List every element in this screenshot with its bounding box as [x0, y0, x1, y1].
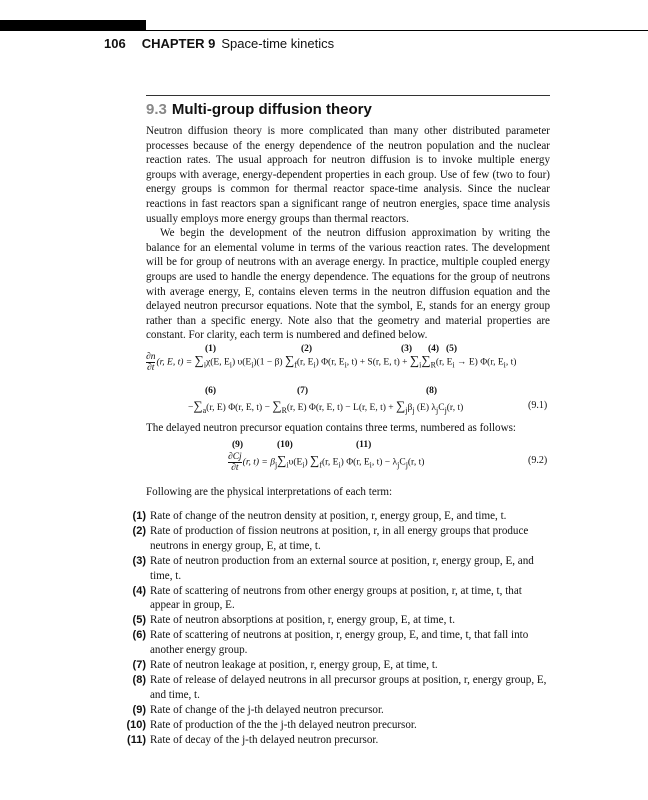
- term-number: (4): [428, 344, 440, 354]
- definition-label: (10): [126, 718, 146, 731]
- definition-item: [118, 554, 550, 584]
- term-number: (3): [401, 344, 413, 354]
- term-number: (2): [301, 344, 313, 354]
- equation-number: (9.1): [528, 400, 548, 411]
- equation-line: $-\sum_a(r$, E) Φ(r, E, $t) - \sum_R(r$, E) Φ(r, E, t) − L(r, E, $t) + \sum_j\beta_j$ (E) $\lambda_jC_j(r$, t): [188, 398, 464, 415]
- equation-line: $\frac{\partial Cj}{\partial t}$ (r, $t) = \beta_j\sum_i\upsilon(E_i)$ $\sum_f(r$, $E_i$) Φ(r, $E_i$, $t) - \lambda_jC_j(r$, t): [228, 452, 425, 473]
- definition-item: [118, 658, 550, 673]
- section-number: 9.3: [146, 101, 167, 118]
- definition-text: Rate of change of the neutron density at position, r, energy group, E, and time, t.: [150, 510, 507, 522]
- term-number: (10): [277, 440, 293, 450]
- definition-item: [118, 628, 550, 658]
- definition-label: (1): [132, 510, 146, 522]
- definition-label: (2): [132, 524, 146, 537]
- definition-label: (3): [132, 554, 146, 567]
- page-number: 106: [104, 36, 126, 51]
- section-heading: [146, 101, 372, 118]
- definition-text: Rate of neutron leakage at position, r, energy group, E, at time, t.: [150, 659, 438, 672]
- definition-item: [118, 718, 550, 733]
- term-number: (6): [205, 386, 217, 396]
- partial-fraction: $\frac{\partial Cj}{\partial t}$: [228, 452, 242, 473]
- term-number: (1): [205, 344, 217, 354]
- partial-fraction: $\frac{\partial n}{\partial t}$: [146, 352, 156, 373]
- definition-item: [118, 584, 550, 614]
- definition-label: (9): [132, 703, 146, 716]
- definition-text: Rate of production of fission neutrons at position, r, in all energy groups that produce neutrons in energy group, E, at time, t.: [150, 524, 529, 552]
- definition-text: Rate of scattering of neutrons at position, r, energy group, E, and time, t, that fall into another energy group.: [150, 629, 529, 657]
- running-header: [104, 36, 334, 51]
- equation-number: (9.2): [528, 455, 548, 466]
- definition-list: [118, 509, 550, 748]
- definition-label: (6): [132, 629, 146, 642]
- term-number: (7): [297, 386, 309, 396]
- definition-text: Rate of production of the the j-th delayed neutron precursor.: [150, 718, 417, 731]
- following-text: Following are the physical interpretations of each term:: [146, 486, 393, 498]
- definition-item: [118, 509, 550, 524]
- definition-label: (8): [132, 673, 146, 686]
- definition-item: [118, 524, 550, 554]
- section-title: Multi-group diffusion theory: [171, 101, 372, 118]
- definition-text: Rate of scattering of neutrons from other energy groups at position, r, at time, t, that appear in group, E.: [150, 584, 522, 612]
- definition-item: [118, 673, 550, 703]
- term-number: (5): [446, 344, 458, 354]
- definition-label: (7): [132, 659, 146, 672]
- definition-label: (11): [127, 733, 146, 746]
- equation-line: $\frac{\partial n}{\partial t}$ (r, E, $t) = \sum_i\chi(E$, $E_i$) $\upsilon(E_i)(1 - \beta)$ $\sum_f(r$, $E_i$) Φ(r, $E_i$, t) + S(r, E, $t) + \sum_i\sum_R(r$, $E_i \to E$) Φ(r, $E_i$, t): [146, 352, 517, 373]
- definition-item: [118, 703, 550, 718]
- definition-text: Rate of neutron production from an external source at position, r, energy group, E, and time, t.: [150, 554, 534, 582]
- paragraph: We begin the development of the neutron diffusion approximation by writing the balance for an elemental volume in terms of the various reaction rates. The development will be for group of neutrons with an average energy. In practice, multiple coupled energy groups are used to handle the energy dependence. The equations for the group of neutrons with average energy, E, contains eleven terms in the neutron diffusion equation and the delayed neutron precursor equations. Note that the symbol, E, stands for an energy group rather than a specific energy. Note also that the geometry and material properties are constant. For clarity, each term is numbered and defined below.: [146, 227, 550, 342]
- section-rule: [146, 95, 550, 96]
- term-number: (11): [356, 440, 372, 450]
- definition-text: Rate of change of the j-th delayed neutron precursor.: [150, 703, 384, 716]
- header-rule: [146, 30, 648, 31]
- chapter-title: Space-time kinetics: [221, 36, 335, 51]
- chapter-label: CHAPTER 9: [141, 36, 216, 51]
- definition-item: [118, 613, 550, 628]
- definition-label: (4): [132, 584, 146, 597]
- term-number: (9): [232, 440, 244, 450]
- header-bar: [0, 20, 146, 31]
- term-number: (8): [426, 386, 438, 396]
- definition-label: (5): [132, 614, 146, 627]
- definition-text: Rate of release of delayed neutrons in all precursor groups at position, r, energy group, E, and time, t.: [150, 673, 547, 701]
- body-text: [146, 124, 550, 343]
- definition-text: Rate of neutron absorptions at position, r, energy group, E, at time, t.: [150, 614, 455, 627]
- delayed-intro: The delayed neutron precursor equation contains three terms, numbered as follows:: [146, 422, 516, 434]
- paragraph: Neutron diffusion theory is more complicated than many other distributed parameter processes because of the energy dependence of the neutron population and the nuclear reaction rates. The usual approach for neutron diffusion is to invoke multiple energy groups with average, energy-dependent properties in each group. Use of few (two to four) energy groups is common for thermal reactor space-time analysis. Since the nuclear reactions in fast reactors span a significant range of neutron energies, space time analysis usually employs more energy groups than thermal reactors.: [146, 125, 550, 225]
- definition-item: [118, 733, 550, 748]
- definition-text: Rate of decay of the j-th delayed neutron precursor.: [150, 733, 379, 746]
